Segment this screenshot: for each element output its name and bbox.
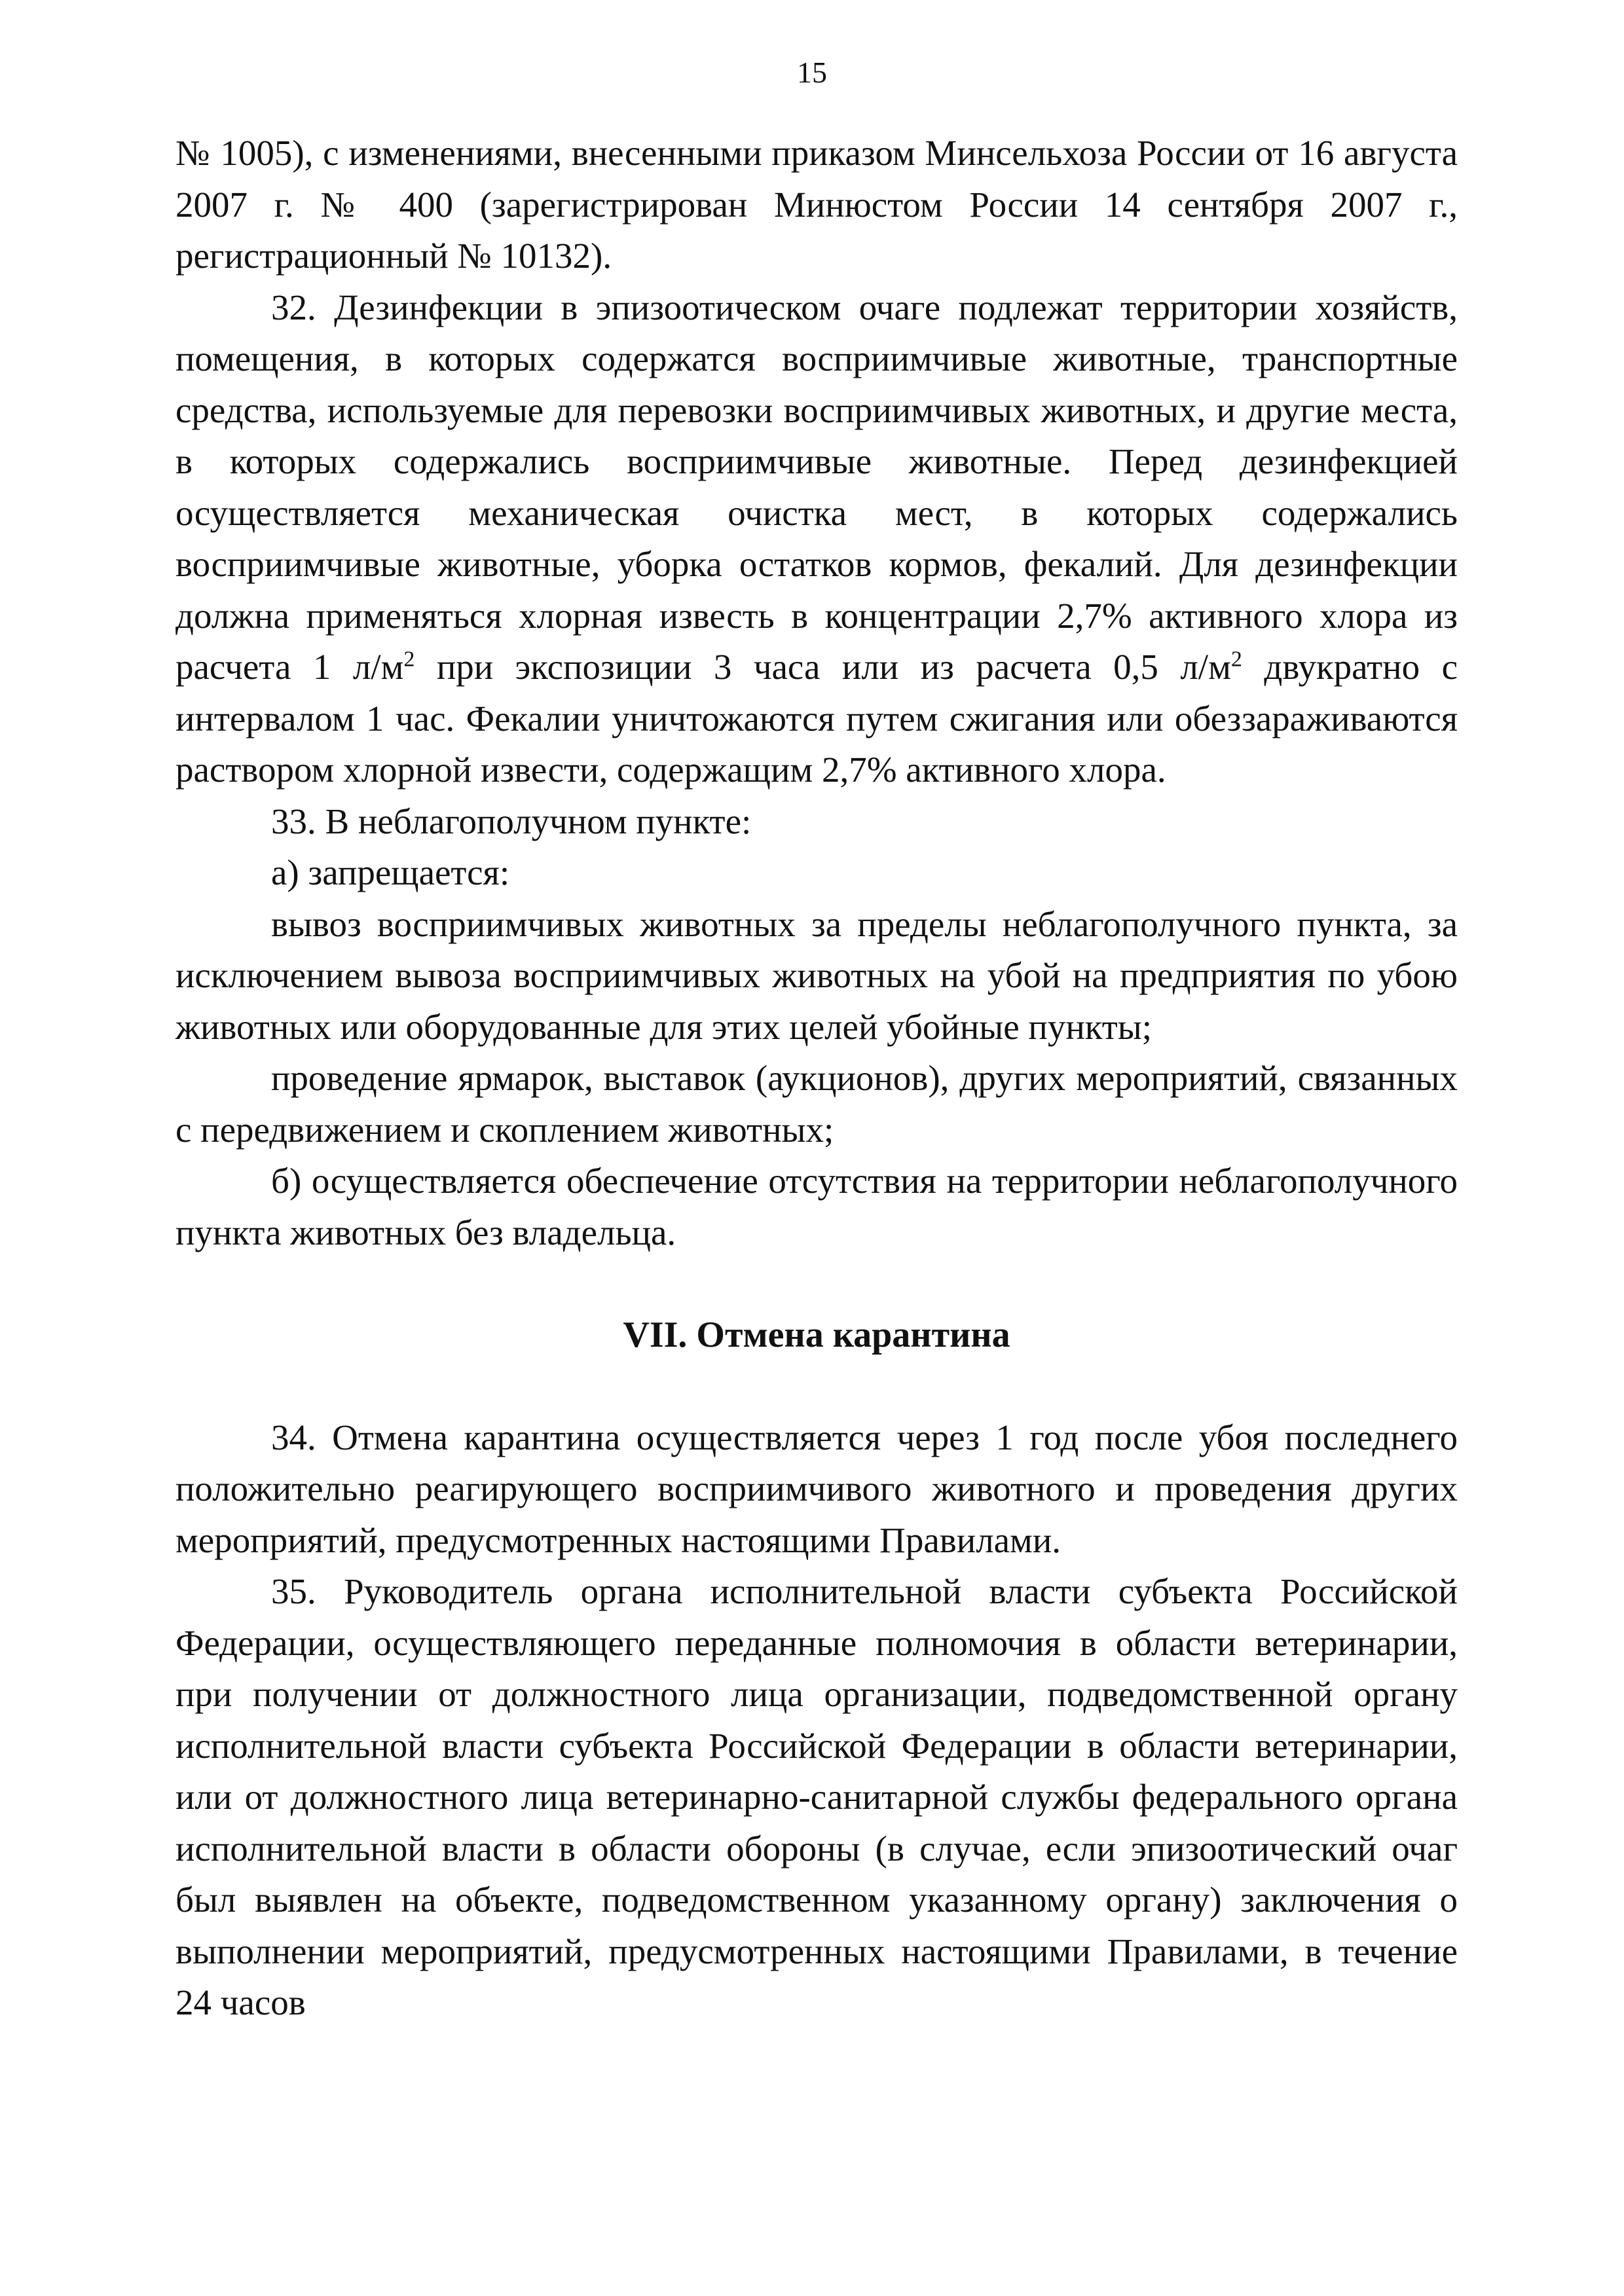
paragraph-33-b: б) осуществляется обеспечение отсутствия на территории неблагополучного пункта животных без владельца. (175, 1161, 1458, 1252)
paragraph-33-a-item-2: проведение ярмарок, выставок (аукционов), других мероприятий, связанных с передвижением и скоплением животных; (175, 1058, 1458, 1150)
paragraph-33: 33. В неблагополучном пункте: (271, 801, 752, 841)
paragraph-33-a-item-1: вывоз восприимчивых животных за пределы неблагополучного пункта, за исключением вывоза восприимчивых животных на убой на предприятия по убою животных или оборудованные для этих целей убойные пункты; (175, 903, 1458, 1047)
paragraph-34: 34. Отмена карантина осуществляется через 1 год после убоя последнего положительно реагирующего восприимчивого животного и проведения других мероприятий, предусмотренных настоящими Правилами. (175, 1417, 1458, 1560)
paragraph-continuation: № 1005), с изменениями, внесенными приказом Минсельхоза России от 16 августа 2007 г. № 400 (зарегистрирован Минюстом России 14 сентября 2007 г., регистрационный № 10132). (175, 133, 1458, 276)
document-body (175, 128, 1458, 2029)
section-heading-vii: VII. Отмена карантина (623, 1315, 1010, 1355)
paragraph-32-text-a: 32. Дезинфекции в эпизоотическом очаге подлежат территории хозяйств, помещения, в которых содержатся восприимчивые животные, транспортные средства, используемые для перевозки восприимчивых животных, и другие места, в которых содержались восприимчивые животные. Перед дезинфекцией осуществляется механическая очистка мест, в которых содержались восприимчивые животные, уборка остатков кормов, фекалий. Для дезинфекции должна применяться хлорная известь в концентрации 2,7% активного хлора из расчета 1 л/м (175, 287, 1458, 687)
page-number: 15 (797, 56, 827, 89)
paragraph-32 (175, 282, 1458, 796)
paragraph-35: 35. Руководитель органа исполнительной власти субъекта Российской Федерации, осуществляющего переданные полномочия в области ветеринарии, при получении от должностного лица организации, подведомственной органу исполнительной власти субъекта Российской Федерации в области ветеринарии, или от должностного лица ветеринарно-санитарной службы федерального органа исполнительной власти в области обороны (в случае, если эпизоотический очаг был выявлен на объекте, подведомственном указанному органу) заключения о выполнении мероприятий, предусмотренных настоящими Правилами, в течение 24 часов (175, 1571, 1458, 2022)
paragraph-32-text-b: при экспозиции 3 часа или из расчета 0,5 л/м (415, 647, 1231, 687)
paragraph-32-text-c: двукратно с интервалом 1 час. Фекалии уничтожаются путем сжигания или обеззараживаются раствором хлорной извести, содержащим 2,7% активного хлора. (175, 647, 1458, 790)
superscript-square: 2 (403, 647, 415, 672)
superscript-square: 2 (1230, 647, 1242, 672)
paragraph-33-a: а) запрещается: (271, 852, 510, 892)
